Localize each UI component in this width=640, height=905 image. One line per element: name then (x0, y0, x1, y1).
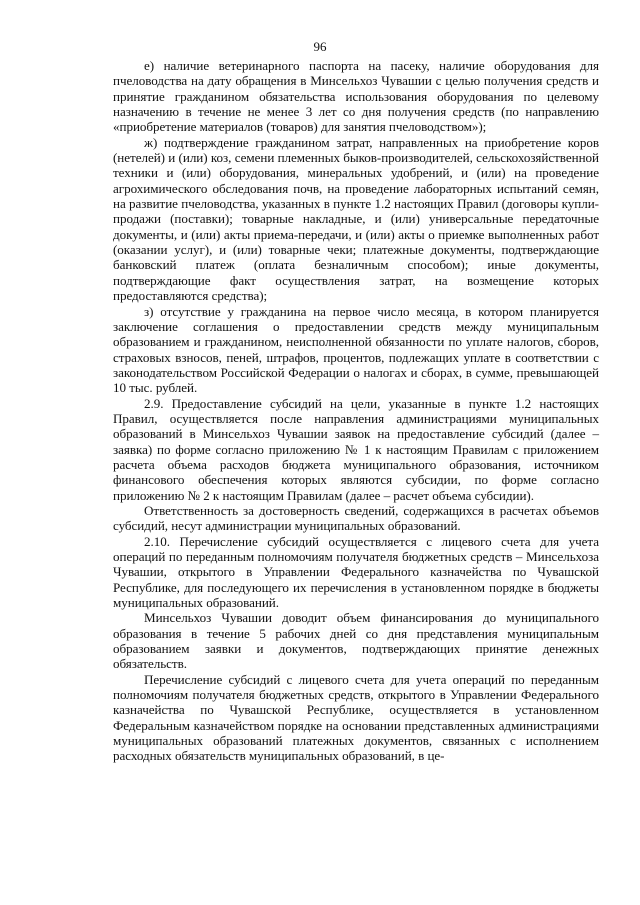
paragraph-z-no-tax-debt: з) отсутствие у гражданина на первое число месяца, в котором планируется заключение соглашения о предоставлении средств между муниципальным образованием и гражданином, неисполненной обязанности по уплате налогов, сборов, страховых взносов, пеней, штрафов, процентов, подлежащих уплате в соответствии с законодательством Российской Федерации о налогах и сборах, в сумме, превышающей 10 тыс. рублей. (113, 303, 599, 396)
paragraph-2-10-transfer: 2.10. Перечисление субсидий осуществляется с лицевого счета для учета операций по переданным полномочиям получателя бюджетных средств – Минсельхоза Чувашии, открытого в Управлении Федерального казначейства по Чувашской Республике, для последующего их перечисления в установленном порядке в бюджеты муниципальных образований. (113, 533, 599, 611)
paragraph-zh-expense-confirmation: ж) подтверждение гражданином затрат, направленных на приобретение коров (нетелей) и (или) коз, семени племенных быков-производителей, сельскохозяйственной техники и (или) оборудования, минеральных удобрений, и (или) на проведение агрохимического обследования почв, на проведение лабораторных испытаний семян, на развитие пчеловодства, указанных в пункте 1.2 настоящих Правил (договоры купли-продажи (поставки); товарные накладные, и (или) универсальные передаточные документы, и (или) акты приема-передачи, и (или) акты о приемке выполненных работ (оказании услуг), и (или) товарные чеки; платежные документы, подтверждающие банковский платеж (оплата безналичным способом); иные документы, подтверждающие факт осуществления затрат, на возмещение которых предоставляются средства); (113, 134, 599, 304)
paragraph-financing-volume: Минсельхоз Чувашии доводит объем финансирования до муниципального образования в течение 5 рабочих дней со дня представления муниципальным образованием заявки и документов, подтверждающих принятие денежных обязательств. (113, 610, 599, 672)
document-body (113, 58, 599, 764)
page-number: 96 (313, 39, 327, 54)
paragraph-account-transfer: Перечисление субсидий с лицевого счета для учета операций по переданным полномочиям получателя бюджетных средств, открытого в Управлении Федерального казначейства по Чувашской Республике, осуществляется в установленном Федеральным казначейством порядке на основании представленных администрациями муниципальных образований платежных документов, связанных с исполнением расходных обязательств муниципальных образований, в це- (113, 671, 599, 764)
paragraph-e-vet-passport: е) наличие ветеринарного паспорта на пасеку, наличие оборудования для пчеловодства на дату обращения в Минсельхоз Чувашии с целью получения средств и принятие гражданином обязательства использования оборудования по целевому назначению в течение не менее 3 лет со дня получения средств (по направлению «приобретение материалов (товаров) для занятия пчеловодством»); (113, 58, 599, 135)
paragraph-2-9-subsidy-requests: 2.9. Предоставление субсидий на цели, указанные в пункте 1.2 настоящих Правил, осуществляется после направления администрациями муниципальных образований в Минсельхоз Чувашии заявок на предоставление субсидий (далее – заявка) по форме согласно приложению № 1 к настоящим Правилам с приложением расчета объема расходов бюджета муниципального образования, источником финансового обеспечения которых являются субсидии, по форме согласно приложению № 2 к настоящим Правилам (далее – расчет объема субсидии). (113, 395, 599, 503)
paragraph-responsibility: Ответственность за достоверность сведений, содержащихся в расчетах объемов субсидий, несут администрации муниципальных образований. (113, 502, 599, 534)
